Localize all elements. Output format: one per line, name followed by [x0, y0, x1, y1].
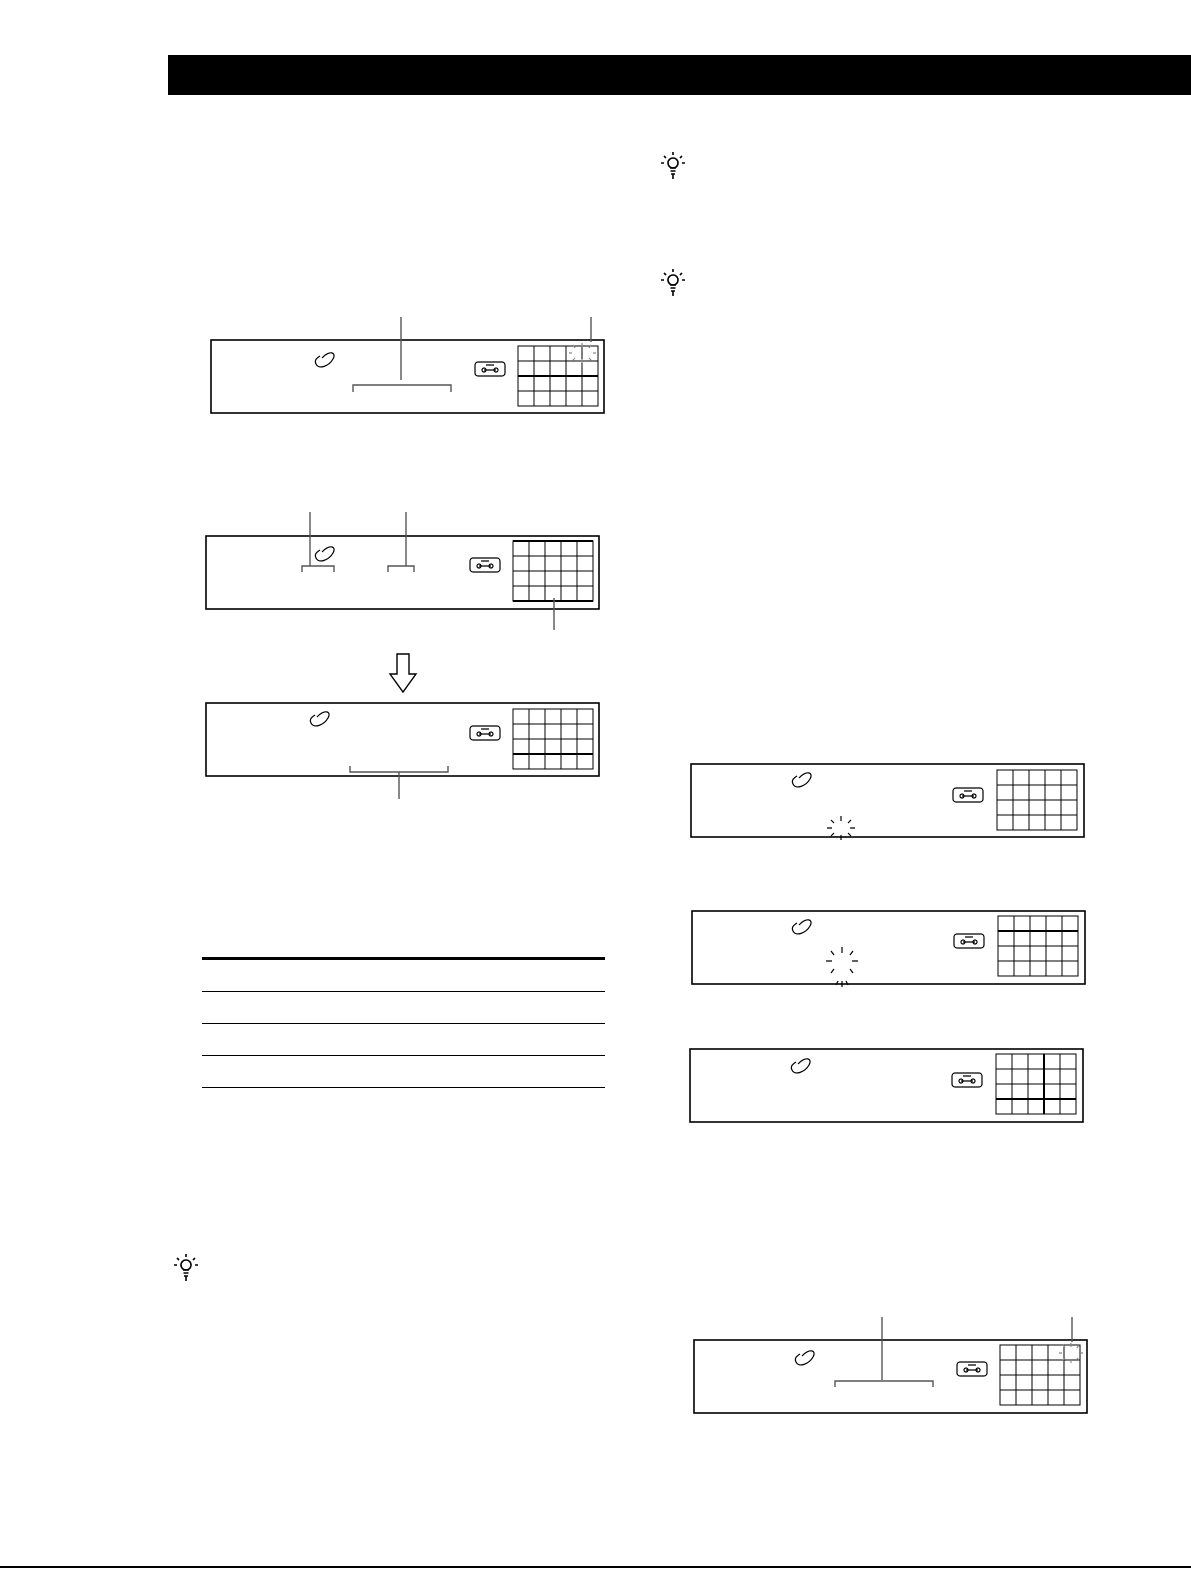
display-panel: [200, 510, 605, 632]
table-row: [202, 991, 605, 992]
table-bottom-rule: [202, 1087, 605, 1088]
section-header-bar: [168, 55, 1191, 95]
page-bottom-rule: [0, 1566, 1191, 1568]
cassette-icon: [954, 934, 984, 948]
cassette-icon: [470, 726, 500, 740]
display-panel: [686, 905, 1091, 993]
tip-bulb-icon: [171, 1252, 201, 1284]
music-calendar-grid: [518, 346, 598, 406]
music-calendar-grid: [513, 541, 593, 601]
display-panel: [205, 312, 610, 418]
down-arrow-icon: [388, 652, 418, 694]
table-row: [202, 1023, 605, 1024]
display-panel: [200, 697, 605, 802]
display-panel: [684, 1043, 1089, 1131]
disc-indicator-icon: [795, 1351, 814, 1365]
music-calendar-grid: [998, 916, 1078, 976]
cassette-icon: [470, 558, 500, 572]
disc-indicator-icon: [315, 547, 334, 561]
music-calendar-grid: [1000, 1345, 1080, 1405]
music-calendar-grid: [513, 709, 593, 769]
table-row: [202, 1055, 605, 1056]
disc-indicator-icon: [792, 773, 811, 787]
callout-bracket: [350, 766, 448, 799]
blinking-segment-icon: [826, 947, 858, 987]
tip-bulb-icon: [658, 267, 688, 299]
disc-indicator-icon: [792, 920, 811, 934]
disc-indicator-icon: [791, 1059, 810, 1073]
display-panel: [688, 1312, 1093, 1418]
callout-bracket: [353, 317, 591, 392]
music-calendar-grid: [996, 1054, 1076, 1114]
disc-indicator-icon: [315, 353, 334, 367]
disc-indicator-icon: [310, 712, 329, 726]
cassette-icon: [952, 1073, 982, 1087]
music-calendar-grid: [997, 770, 1077, 830]
cassette-icon: [953, 788, 983, 802]
callout-bracket: [835, 1317, 1072, 1387]
table-top-rule: [202, 957, 605, 960]
cassette-icon: [475, 362, 505, 376]
display-panel: [685, 758, 1090, 846]
cassette-icon: [957, 1362, 987, 1376]
tip-bulb-icon: [658, 150, 688, 182]
